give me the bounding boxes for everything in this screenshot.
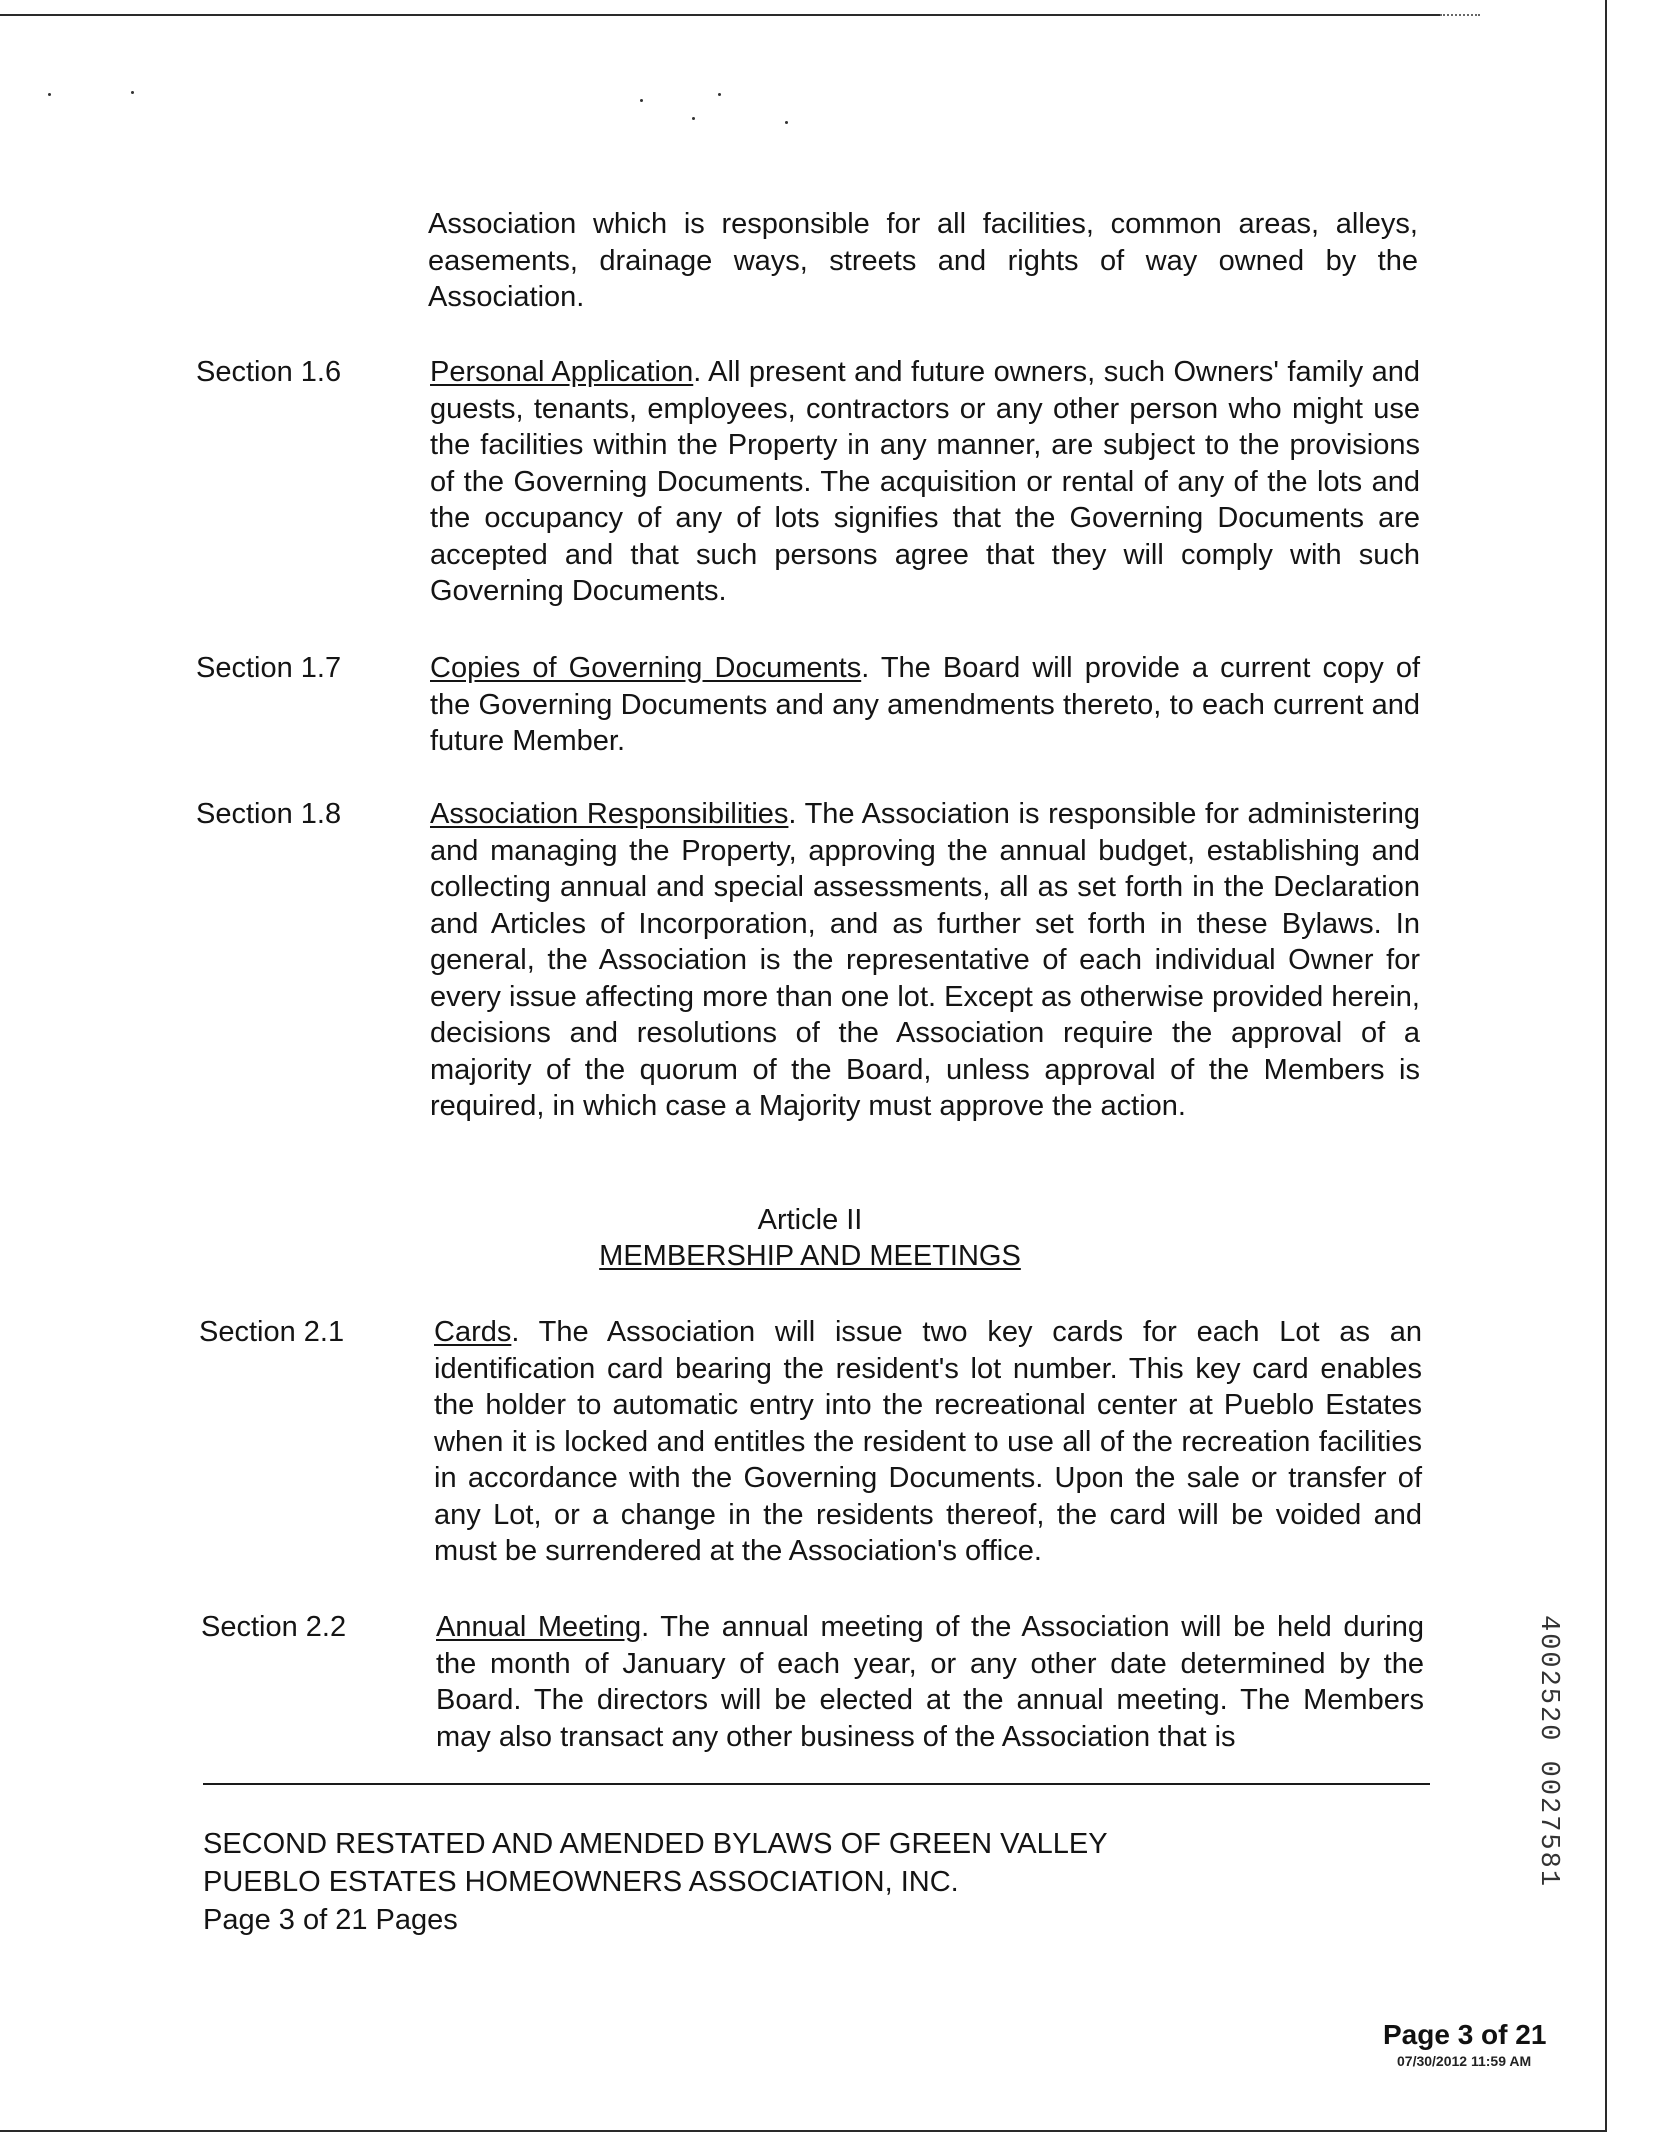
section-2-1-paragraph (434, 1314, 1422, 1570)
section-2-2-body: . The annual meeting of the Association will be held during the month of January of each year, or any other date determined by the Board. The directors will be elected at the annual meeting. The Members may also transact any other business of the Association that is (436, 1611, 1424, 1753)
continuation-paragraph: Association which is responsible for all facilities, common areas, alleys, easements, drainage ways, streets and rights of way owned by the Association. (428, 208, 1418, 313)
recorder-date-stamp: 07/30/2012 11:59 AM (1397, 2053, 1532, 2069)
side-reference-number: 4002520 0027581 (1533, 1615, 1563, 1889)
section-1-7-heading: Copies of Governing Documents (430, 652, 862, 684)
section-1-8-label: Section 1.8 (196, 798, 342, 830)
section-1-6-paragraph (430, 354, 1420, 610)
section-1-8-body: . The Association is responsible for administering and managing the Property, approving the annual budget, establishing and collecting annual and special assessments, all as set forth in the Declaration and Articles of Incorporation, and as further set forth in these Bylaws. In general, the Association is the representative of each individual Owner for every issue affecting more than one lot. Except as otherwise provided herein, decisions and resolutions of the Association require the approval of a majority of the quorum of the Board, unless approval of the Members is required, in which case a Majority must approve the action. (430, 798, 1420, 1122)
section-2-1-heading: Cards (434, 1316, 512, 1348)
document-footer (203, 1825, 1108, 1939)
section-1-8-paragraph (430, 796, 1420, 1125)
recorder-page-stamp: Page 3 of 21 (1383, 2019, 1547, 2050)
footer-rule (203, 1783, 1430, 1785)
section-2-2-paragraph (436, 1609, 1424, 1755)
section-1-8-heading: Association Responsibilities (430, 798, 789, 830)
section-1-6-heading: Personal Application (430, 356, 694, 388)
article-heading (430, 1202, 1190, 1274)
section-1-7-label: Section 1.7 (196, 652, 342, 684)
section-1-6-label: Section 1.6 (196, 356, 342, 388)
section-2-2-label: Section 2.2 (201, 1611, 347, 1643)
footer-title-line-2: PUEBLO ESTATES HOMEOWNERS ASSOCIATION, INC. (203, 1866, 959, 1898)
article-number: Article II (757, 1204, 863, 1236)
section-2-1-label: Section 2.1 (199, 1316, 345, 1348)
footer-title-line-1: SECOND RESTATED AND AMENDED BYLAWS OF GREEN VALLEY (203, 1828, 1108, 1860)
section-1-6-body: . All present and future owners, such Owners' family and guests, tenants, employees, contractors or any other person who might use the facilities within the Property in any manner, are subject to the provisions of the Governing Documents. The acquisition or rental of any of the lots and the occupancy of any of lots signifies that the Governing Documents are accepted and that such persons agree that they will comply with such Governing Documents. (430, 356, 1420, 607)
footer-page-count: Page 3 of 21 Pages (203, 1904, 458, 1936)
section-1-7-body: . The Board will provide a current copy of the Governing Documents and any amendments thereto, to each current and future Member. (430, 652, 1421, 757)
section-2-2-heading: Annual Meeting (436, 1611, 642, 1643)
section-1-7-paragraph (430, 650, 1420, 760)
article-title: MEMBERSHIP AND MEETINGS (599, 1240, 1021, 1272)
section-2-1-body: . The Association will issue two key cards for each Lot as an identification card bearing the resident's lot number. This key card enables the holder to automatic entry into the recreational center at Pueblo Estates when it is locked and entitles the resident to use all of the recreation facilities in accordance with the Governing Documents. Upon the sale or transfer of any Lot, or a change in the residents thereof, the card will be voided and must be surrendered at the Association's office. (434, 1316, 1422, 1567)
